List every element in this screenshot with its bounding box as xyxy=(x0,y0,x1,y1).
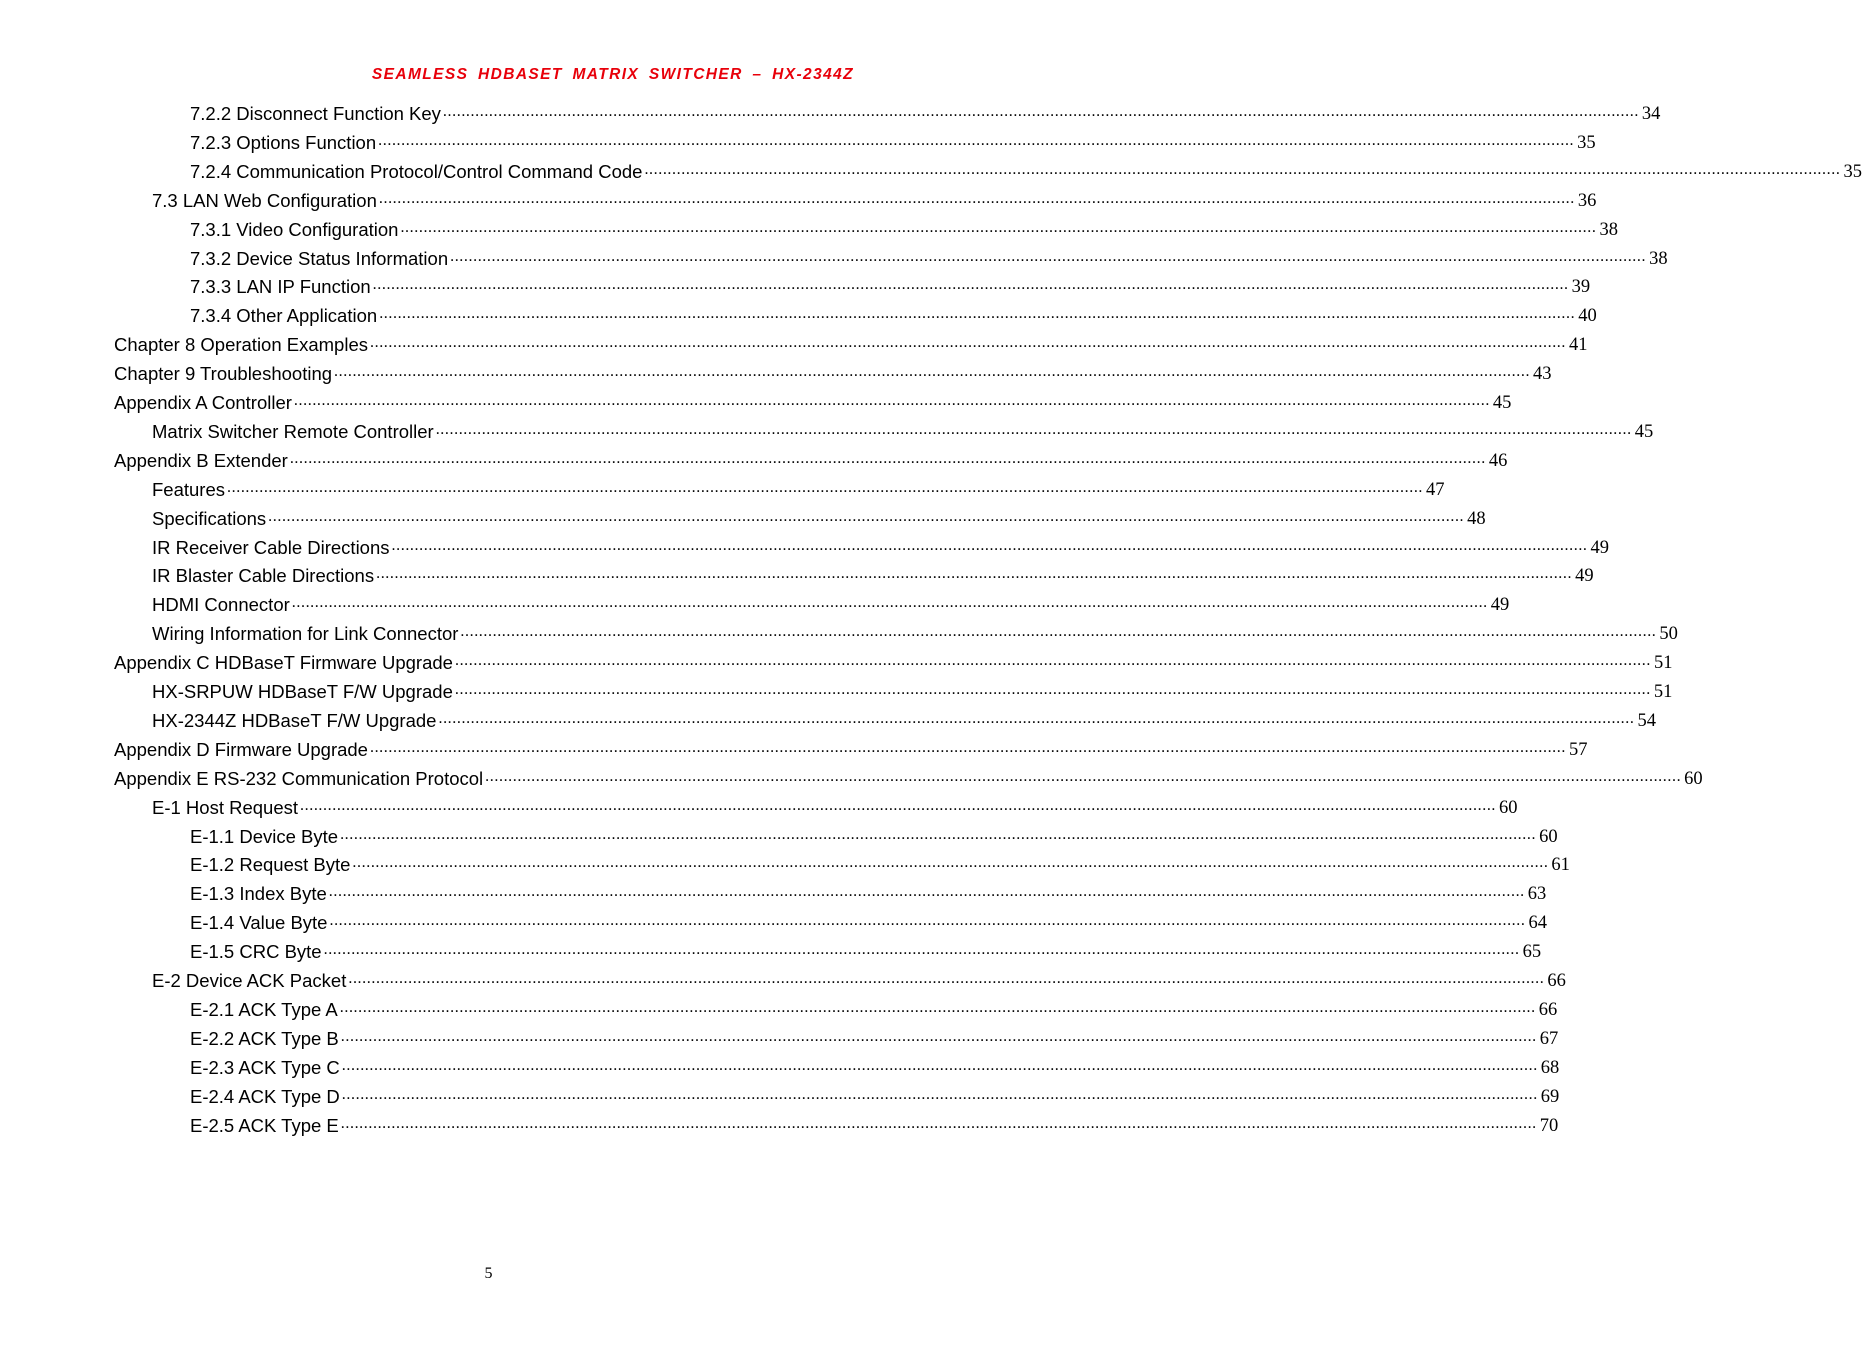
toc-dot-leader: .................................................................................................................................................................................................................................................................... xyxy=(341,1085,1538,1103)
toc-dot-leader: .................................................................................................................................................................................................................................................................... xyxy=(454,681,1651,698)
toc-dot-leader: .................................................................................................................................................................................................................................................................... xyxy=(460,623,1657,641)
toc-entry-page: 41 xyxy=(1569,335,1588,356)
toc-entry[interactable] xyxy=(190,154,1862,183)
toc-entry-title: 7.3.4 Other Application xyxy=(190,305,378,327)
page-number: 5 xyxy=(484,1265,493,1282)
toc-dot-leader: .................................................................................................................................................................................................................................................................... xyxy=(334,363,1531,381)
toc-dot-leader: .................................................................................................................................................................................................................................................................... xyxy=(454,652,1651,670)
toc-dot-leader: .................................................................................................................................................................................................................................................................... xyxy=(328,883,1525,901)
toc-entry-title: 7.2.4 Communication Protocol/Control Command Code xyxy=(190,160,643,182)
toc-dot-leader: .................................................................................................................................................................................................................................................................... xyxy=(340,825,1537,843)
toc-entry-title: Specifications xyxy=(152,507,267,529)
toc-entry-page: 60 xyxy=(1539,826,1558,847)
toc-entry-page: 49 xyxy=(1575,566,1594,587)
toc-entry-page: 48 xyxy=(1467,508,1486,529)
toc-entry-page: 45 xyxy=(1634,421,1654,442)
toc-entry-page: 60 xyxy=(1499,797,1518,818)
toc-entry-title: Chapter 8 Operation Examples xyxy=(114,334,368,356)
toc-dot-leader: .................................................................................................................................................................................................................................................................... xyxy=(644,160,1841,178)
toc-entry-title: HX-2344Z HDBaseT F/W Upgrade xyxy=(152,709,437,731)
toc-entry[interactable] xyxy=(114,761,1703,790)
toc-entry-page: 34 xyxy=(1641,104,1661,124)
toc-dot-leader: .................................................................................................................................................................................................................................................................... xyxy=(369,738,1566,756)
toc-entry[interactable] xyxy=(190,876,1547,905)
toc-entry-title: Appendix C HDBaseT Firmware Upgrade xyxy=(114,652,453,674)
toc-entry[interactable] xyxy=(114,327,1588,356)
toc-entry-title: E-1.5 CRC Byte xyxy=(190,941,322,963)
toc-dot-leader: .................................................................................................................................................................................................................................................................... xyxy=(268,507,1465,525)
toc-entry[interactable] xyxy=(190,934,1542,963)
toc-entry-page: 69 xyxy=(1540,1086,1560,1107)
toc-entry-title: E-2.5 ACK Type E xyxy=(190,1114,339,1136)
toc-entry[interactable] xyxy=(152,963,1566,992)
toc-entry[interactable] xyxy=(190,1050,1560,1079)
toc-entry-page: 64 xyxy=(1528,913,1547,934)
toc-dot-leader: .................................................................................................................................................................................................................................................................... xyxy=(291,594,1488,612)
toc-entry[interactable] xyxy=(190,819,1558,848)
toc-entry-page: 39 xyxy=(1571,277,1591,298)
toc-entry-page: 45 xyxy=(1492,393,1512,413)
toc-dot-leader: .................................................................................................................................................................................................................................................................... xyxy=(329,912,1526,930)
toc-entry-title: 7.3.1 Video Configuration xyxy=(190,218,399,240)
toc-entry-page: 38 xyxy=(1649,248,1668,269)
toc-entry[interactable] xyxy=(190,125,1596,154)
toc-entry[interactable] xyxy=(190,1108,1559,1137)
toc-dot-leader: .................................................................................................................................................................................................................................................................... xyxy=(370,334,1566,352)
toc-entry[interactable] xyxy=(114,356,1552,385)
toc-entry[interactable] xyxy=(152,530,1610,559)
toc-dot-leader: .................................................................................................................................................................................................................................................................... xyxy=(300,796,1497,814)
toc-entry-page: 43 xyxy=(1533,364,1552,385)
toc-entry-page: 47 xyxy=(1426,479,1445,500)
toc-entry-title: HDMI Connector xyxy=(152,594,290,616)
toc-entry[interactable] xyxy=(152,414,1654,443)
toc-entry[interactable] xyxy=(152,501,1486,530)
toc-dot-leader: .................................................................................................................................................................................................................................................................... xyxy=(339,998,1536,1016)
toc-entry-title: 7.2.3 Options Function xyxy=(190,131,377,153)
toc-dot-leader: .................................................................................................................................................................................................................................................................... xyxy=(348,970,1545,987)
toc-entry-page: 35 xyxy=(1843,161,1862,182)
toc-entry[interactable] xyxy=(152,674,1673,703)
toc-entry-page: 49 xyxy=(1590,537,1610,558)
toc-entry-page: 36 xyxy=(1577,190,1597,211)
toc-entry-title: Appendix D Firmware Upgrade xyxy=(114,738,368,760)
toc-entry[interactable] xyxy=(190,1021,1559,1050)
toc-entry-title: IR Receiver Cable Directions xyxy=(152,536,390,558)
toc-entry[interactable] xyxy=(190,992,1558,1021)
toc-entry-page: 35 xyxy=(1577,132,1596,153)
toc-entry-title: Appendix E RS-232 Communication Protocol xyxy=(114,767,484,789)
toc-entry[interactable] xyxy=(190,1079,1560,1108)
toc-entry-page: 40 xyxy=(1578,306,1597,327)
toc-entry-page: 70 xyxy=(1539,1115,1559,1136)
toc-entry-title: Chapter 9 Troubleshooting xyxy=(114,363,333,385)
toc-dot-leader: .................................................................................................................................................................................................................................................................... xyxy=(379,305,1576,323)
toc-dot-leader: .................................................................................................................................................................................................................................................................... xyxy=(323,941,1520,959)
toc-dot-leader: .................................................................................................................................................................................................................................................................... xyxy=(438,709,1635,727)
toc-entry[interactable] xyxy=(152,558,1594,587)
toc-dot-leader: .................................................................................................................................................................................................................................................................... xyxy=(372,276,1569,294)
toc-dot-leader: .................................................................................................................................................................................................................................................................... xyxy=(227,478,1424,496)
toc-dot-leader: .................................................................................................................................................................................................................................................................... xyxy=(485,767,1682,785)
toc-entry[interactable] xyxy=(114,645,1673,674)
toc-entry-title: E-1.4 Value Byte xyxy=(190,912,328,934)
toc-entry-title: E-1 Host Request xyxy=(152,796,299,818)
toc-entry-page: 57 xyxy=(1568,739,1588,760)
toc-entry[interactable] xyxy=(190,269,1591,298)
toc-entry[interactable] xyxy=(190,241,1668,270)
toc-entry-page: 51 xyxy=(1653,653,1673,674)
toc-entry-title: Wiring Information for Link Connector xyxy=(152,623,459,645)
toc-entry-page: 54 xyxy=(1637,710,1656,731)
toc-dot-leader: .................................................................................................................................................................................................................................................................... xyxy=(376,565,1573,583)
toc-dot-leader: .................................................................................................................................................................................................................................................................... xyxy=(340,1114,1537,1132)
toc-dot-leader: .................................................................................................................................................................................................................................................................... xyxy=(378,189,1575,207)
toc-entry[interactable] xyxy=(114,443,1508,472)
toc-entry-page: 50 xyxy=(1659,624,1678,645)
toc-dot-leader: .................................................................................................................................................................................................................................................................... xyxy=(293,392,1490,409)
toc-entry[interactable] xyxy=(190,905,1547,934)
toc-entry[interactable] xyxy=(152,703,1656,732)
toc-entry-title: Features xyxy=(152,478,226,500)
toc-entry-page: 38 xyxy=(1599,219,1618,240)
toc-entry-page: 66 xyxy=(1538,999,1558,1020)
toc-entry[interactable] xyxy=(114,385,1512,414)
toc-entry-page: 65 xyxy=(1522,942,1542,963)
toc-entry-title: 7.2.2 Disconnect Function Key xyxy=(190,103,441,124)
toc-entry[interactable] xyxy=(152,183,1597,212)
toc-dot-leader: .................................................................................................................................................................................................................................................................... xyxy=(442,103,1639,120)
toc-entry[interactable] xyxy=(152,472,1445,501)
toc-entry[interactable] xyxy=(152,790,1518,819)
toc-entry-title: 7.3.2 Device Status Information xyxy=(190,247,449,269)
toc-entry-title: E-2 Device ACK Packet xyxy=(152,970,347,991)
toc-entry[interactable] xyxy=(152,616,1678,645)
toc-dot-leader: .................................................................................................................................................................................................................................................................... xyxy=(450,247,1647,265)
toc-entry-page: 61 xyxy=(1551,855,1570,876)
toc-dot-leader: .................................................................................................................................................................................................................................................................... xyxy=(378,131,1575,149)
toc-entry[interactable] xyxy=(114,732,1588,761)
toc-entry-page: 67 xyxy=(1539,1028,1559,1049)
toc-entry[interactable] xyxy=(190,847,1570,876)
toc-entry-title: E-2.1 ACK Type A xyxy=(190,998,338,1020)
toc-entry-title: Matrix Switcher Remote Controller xyxy=(152,420,434,442)
toc-dot-leader: .................................................................................................................................................................................................................................................................... xyxy=(400,218,1597,236)
toc-dot-leader: .................................................................................................................................................................................................................................................................... xyxy=(340,1027,1537,1045)
toc-entry-title: E-1.2 Request Byte xyxy=(190,854,351,876)
toc-entry[interactable] xyxy=(190,212,1618,241)
toc-entry-title: E-1.3 Index Byte xyxy=(190,883,327,905)
toc-entry-page: 63 xyxy=(1527,884,1547,905)
toc-entry-title: Appendix A Controller xyxy=(114,392,292,413)
toc-entry[interactable] xyxy=(190,96,1661,125)
toc-dot-leader: .................................................................................................................................................................................................................................................................... xyxy=(352,854,1549,872)
toc-entry-title: 7.3 LAN Web Configuration xyxy=(152,189,377,211)
toc-entry-page: 66 xyxy=(1547,971,1566,991)
toc-dot-leader: .................................................................................................................................................................................................................................................................... xyxy=(341,1056,1538,1074)
toc-entry-page: 49 xyxy=(1490,595,1510,616)
toc-dot-leader: .................................................................................................................................................................................................................................................................... xyxy=(435,420,1632,438)
toc-entry-page: 46 xyxy=(1488,450,1508,471)
toc-entry-page: 51 xyxy=(1653,682,1673,702)
toc-entry-title: IR Blaster Cable Directions xyxy=(152,565,375,587)
toc-entry-title: 7.3.3 LAN IP Function xyxy=(190,276,371,298)
toc-entry[interactable] xyxy=(190,298,1597,327)
toc-dot-leader: .................................................................................................................................................................................................................................................................... xyxy=(289,449,1486,467)
toc-entry-title: E-1.1 Device Byte xyxy=(190,825,339,847)
toc-entry-title: E-2.2 ACK Type B xyxy=(190,1027,339,1049)
running-header: SEAMLESS HDBASET MATRIX SWITCHER – HX-2344Z xyxy=(371,66,854,83)
toc-entry[interactable] xyxy=(152,587,1510,616)
toc-entry-title: E-2.3 ACK Type C xyxy=(190,1056,340,1078)
toc-entry-title: HX-SRPUW HDBaseT F/W Upgrade xyxy=(152,681,453,702)
toc-entry-page: 68 xyxy=(1540,1057,1560,1078)
toc-entry-title: Appendix B Extender xyxy=(114,449,288,471)
toc-entry-page: 60 xyxy=(1684,768,1703,789)
toc-entry-title: E-2.4 ACK Type D xyxy=(190,1085,340,1107)
toc-dot-leader: .................................................................................................................................................................................................................................................................... xyxy=(391,536,1588,554)
